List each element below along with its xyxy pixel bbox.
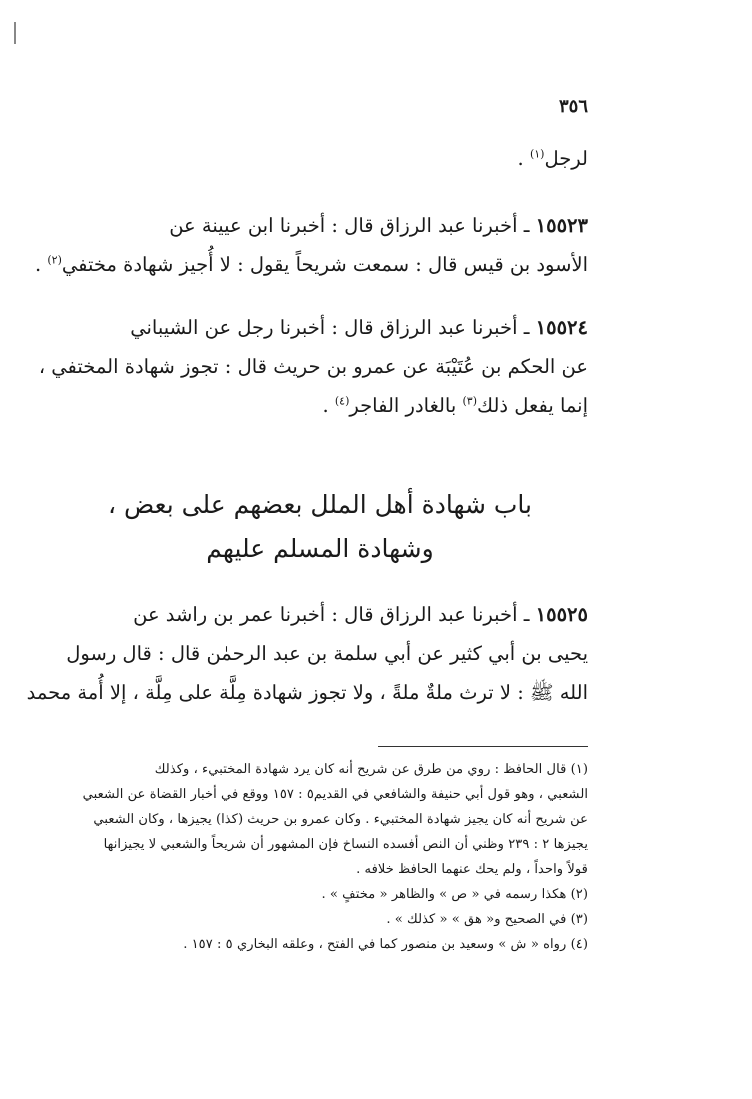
hadith-15524-line-1: ١٥٥٢٤ ـ أخبرنا عبد الرزاق قال : أخبرنا رجل عن الشيباني bbox=[130, 316, 588, 339]
footnote-line: (٢) هكذا رسمه في « ص » والظاهر « مختفٍ » . bbox=[321, 887, 588, 902]
footnote-4 bbox=[52, 932, 588, 957]
footnote-line: عن شريح أنه كان يجيز شهادة المختبيء . وكان عمرو بن حريث (كذا) يجيزها ، وكان الشعبي bbox=[93, 812, 588, 827]
page-number: ٣٥٦ bbox=[558, 96, 588, 117]
footnote-line: (٣) في الصحيح و« هق » « كذلك » . bbox=[386, 912, 588, 927]
chapter-title-line-2: وشهادة المسلم عليهم bbox=[206, 534, 434, 563]
footnote-ref-3: (٣) bbox=[462, 394, 478, 408]
hadith-15523-line-2: الأسود بن قيس قال : سمعت شريحاً يقول : لا أُجيز شهادة مختفي$^{(٢)}$ . bbox=[34, 253, 588, 276]
scan-edge-mark bbox=[14, 22, 16, 44]
hadith-15524 bbox=[38, 308, 588, 425]
footnote-ref-4: (٤) bbox=[334, 394, 350, 408]
footnote-line: يجيزها ٢ : ٢٣٩ وظني أن النص أفسده النساخ فإن المشهور أن شريحاً والشعبي لا يجيزانها bbox=[103, 837, 588, 852]
hadith-number: ١٥٥٢٥ bbox=[535, 603, 588, 626]
footnote-separator bbox=[378, 746, 588, 747]
hadith-15523 bbox=[34, 206, 588, 284]
footnote-line: (٤) رواه « ش » وسعيد بن منصور كما في الفتح ، وعلقه البخاري ٥ : ١٥٧ . bbox=[183, 937, 588, 952]
footnote-3 bbox=[52, 907, 588, 932]
footnote-2 bbox=[52, 882, 588, 907]
hadith-number: ١٥٥٢٤ bbox=[535, 316, 588, 339]
continuation-line bbox=[52, 139, 588, 178]
continuation-text: لرجل bbox=[544, 147, 588, 170]
hadith-15525-line-2: يحيى بن أبي كثير عن أبي سلمة بن عبد الرحمٰن قال : قال رسول bbox=[66, 642, 588, 665]
hadith-number: ١٥٥٢٣ bbox=[535, 214, 588, 237]
book-page bbox=[26, 96, 588, 957]
footnote-ref-1: (١) bbox=[529, 147, 545, 161]
footnotes bbox=[52, 757, 588, 957]
continuation-tail: . bbox=[517, 147, 530, 170]
hadith-15524-line-2: عن الحكم بن عُتَيْبَة عن عمرو بن حريث قال : تجوز شهادة المختفي ، bbox=[38, 355, 588, 378]
chapter-title-line-1: باب شهادة أهل الملل بعضهم على بعض ، bbox=[108, 490, 532, 519]
footnote-1 bbox=[52, 757, 588, 882]
hadith-15525-line-1: ١٥٥٢٥ ـ أخبرنا عبد الرزاق قال : أخبرنا عمر بن راشد عن bbox=[133, 603, 588, 626]
footnote-line: الشعبي ، وهو قول أبي حنيفة والشافعي في القديم٥ : ١٥٧ ووقع في أخبار القضاة عن الشعبي bbox=[82, 787, 588, 802]
hadith-15524-line-3: إنما يفعل ذلك$^{(٣)}$ بالغادر الفاجر$^{(٤)}$ . bbox=[322, 394, 588, 417]
hadith-15525-line-3: الله ﷺ : لا ترث ملةٌ ملةً ، ولا تجوز شهادة مِلَّة على مِلَّة ، إلا أُمة محمد bbox=[26, 681, 588, 704]
footnote-ref-2: (٢) bbox=[47, 253, 62, 267]
hadith-15523-line-1: ١٥٥٢٣ ـ أخبرنا عبد الرزاق قال : أخبرنا ابن عيينة عن bbox=[169, 214, 588, 237]
footnote-line: قولاً واحداً ، ولم يحك عنهما الحافظ خلافه . bbox=[356, 862, 588, 877]
hadith-15525 bbox=[26, 595, 588, 712]
footnote-line: (١) قال الحافظ : روي من طرق عن شريح أنه كان يرد شهادة المختبيء ، وكذلك bbox=[154, 762, 588, 777]
chapter-heading bbox=[52, 483, 588, 571]
